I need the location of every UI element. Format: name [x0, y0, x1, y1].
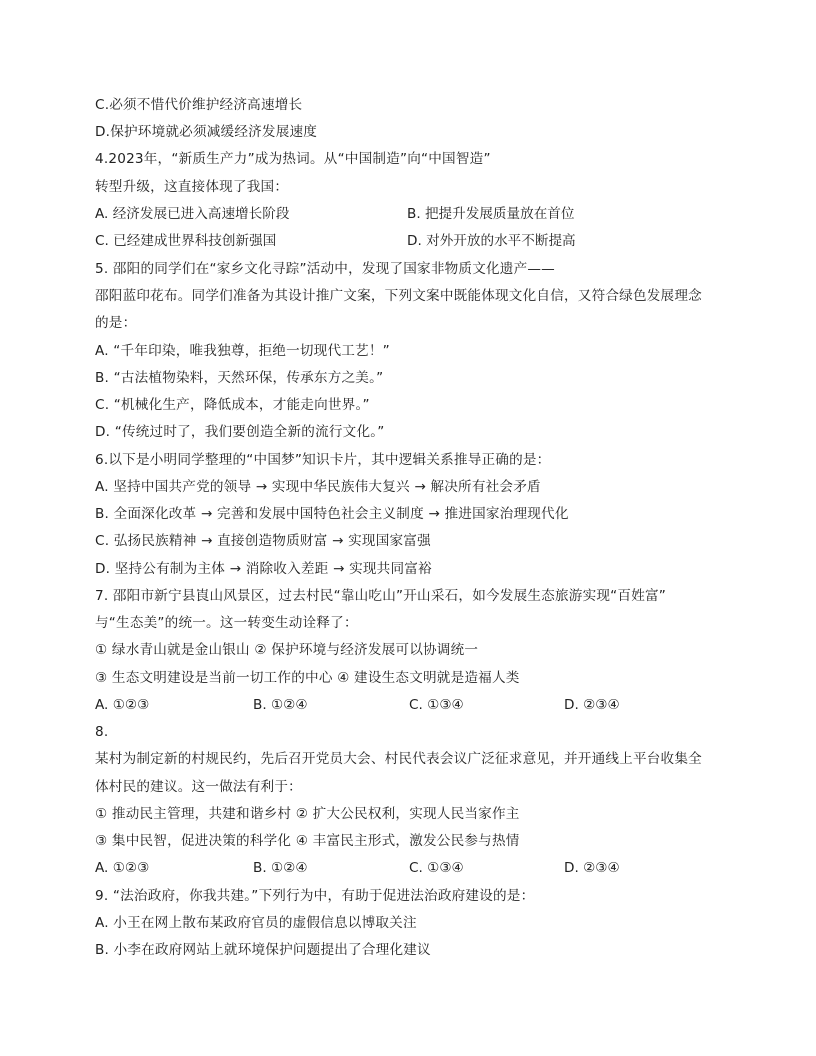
q7-option-c: C. ①③④	[409, 697, 464, 713]
q4-stem-line1: 4.2023年，“新质生产力”成为热词。从“中国制造”向“中国智造”	[95, 151, 491, 167]
q9-option-b: B. 小李在政府网站上就环境保护问题提出了合理化建议	[95, 942, 431, 958]
q6-option-d: D. 坚持公有制为主体 → 消除收入差距 → 实现共同富裕	[95, 561, 432, 577]
q8-statements-1: ① 推动民主管理，共建和谐乡村 ② 扩大公民权利，实现人民当家作主	[95, 806, 520, 822]
q8-stem-line2: 体村民的建议。这一做法有利于：	[95, 779, 302, 795]
q6-option-a: A. 坚持中国共产党的领导 → 实现中华民族伟大复兴 → 解决所有社会矛盾	[95, 479, 541, 495]
q8-statements-2: ③ 集中民智，促进决策的科学化 ④ 丰富民主形式，激发公民参与热情	[95, 833, 520, 849]
q5-option-c: C. “机械化生产，降低成本，才能走向世界。”	[95, 397, 370, 413]
q4-stem-line2: 转型升级，这直接体现了我国：	[95, 179, 289, 195]
q8-stem-line1: 某村为制定新的村规民约，先后召开党员大会、村民代表会议广泛征求意见，并开通线上平台收集全	[95, 751, 702, 767]
q9-stem: 9. “法治政府，你我共建。”下列行为中，有助于促进法治政府建设的是：	[95, 888, 535, 904]
q7-stem-line2: 与“生态美”的统一。这一转变生动诠释了：	[95, 615, 358, 631]
q4-option-b: B. 把提升发展质量放在首位	[407, 206, 575, 222]
q5-option-b: B. “古法植物染料，天然环保，传承东方之美。”	[95, 370, 384, 386]
q8-number: 8.	[95, 724, 109, 740]
q7-option-a: A. ①②③	[95, 697, 150, 713]
q4-option-c: C. 已经建成世界科技创新强国	[95, 233, 277, 249]
q6-option-c: C. 弘扬民族精神 → 直接创造物质财富 → 实现国家富强	[95, 533, 431, 549]
q9-option-a: A. 小王在网上散布某政府官员的虚假信息以博取关注	[95, 915, 417, 931]
q4-option-d: D. 对外开放的水平不断提高	[407, 233, 576, 249]
q5-option-d: D. “传统过时了，我们要创造全新的流行文化。”	[95, 424, 385, 440]
q7-option-d: D. ②③④	[564, 697, 620, 713]
q8-option-a: A. ①②③	[95, 860, 150, 876]
q8-option-d: D. ②③④	[564, 860, 620, 876]
q5-option-a: A. “千年印染，唯我独尊，拒绝一切现代工艺！”	[95, 343, 390, 359]
q3-option-d: D.保护环境就必须减缓经济发展速度	[95, 124, 318, 140]
q6-stem: 6.以下是小明同学整理的“中国梦”知识卡片，其中逻辑关系推导正确的是：	[95, 452, 551, 468]
q3-option-c: C.必须不惜代价维护经济高速增长	[95, 97, 303, 113]
q7-stem-line1: 7. 邵阳市新宁县崀山风景区，过去村民“靠山吃山”开山采石，如今发展生态旅游实现“百姓富”	[95, 588, 667, 604]
q5-stem-line1: 5. 邵阳的同学们在“家乡文化寻踪”活动中，发现了国家非物质文化遗产——	[95, 261, 555, 277]
q4-option-a: A. 经济发展已进入高速增长阶段	[95, 206, 290, 222]
q7-option-b: B. ①②④	[253, 697, 308, 713]
q8-option-b: B. ①②④	[253, 860, 308, 876]
q5-stem-line3: 的是：	[95, 315, 137, 331]
q7-statements-2: ③ 生态文明建设是当前一切工作的中心 ④ 建设生态文明就是造福人类	[95, 670, 520, 686]
q6-option-b: B. 全面深化改革 → 完善和发展中国特色社会主义制度 → 推进国家治理现代化	[95, 506, 569, 522]
q7-statements-1: ① 绿水青山就是金山银山 ② 保护环境与经济发展可以协调统一	[95, 642, 479, 658]
q5-stem-line2: 邵阳蓝印花布。同学们准备为其设计推广文案，下列文案中既能体现文化自信，又符合绿色发展理念	[95, 288, 702, 304]
q8-option-c: C. ①③④	[409, 860, 464, 876]
